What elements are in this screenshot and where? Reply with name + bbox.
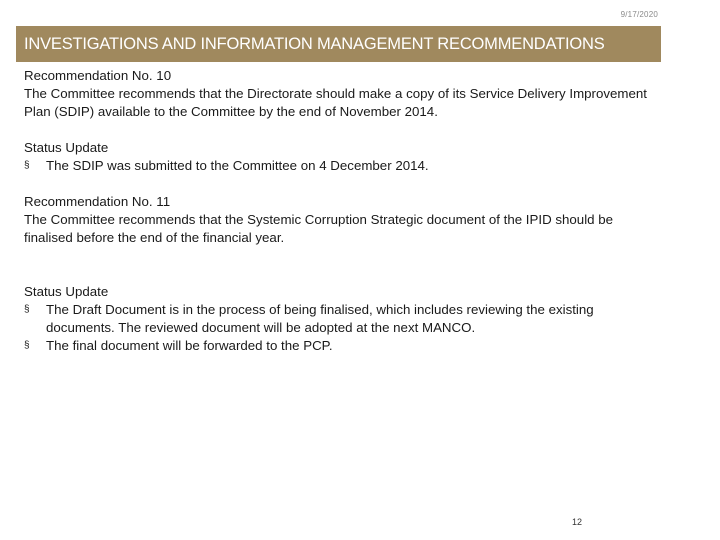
status-update-text: The final document will be forwarded to the PCP. <box>46 338 333 353</box>
status-update-heading: Status Update <box>24 284 109 299</box>
status-update-text: The SDIP was submitted to the Committee on 4 December 2014. <box>46 158 429 173</box>
recommendation-10 <box>24 67 660 175</box>
status-update-item <box>24 157 660 175</box>
status-update-text: The Draft Document is in the process of being finalised, which includes reviewing the existing documents. The reviewed document will be adopted at the next MANCO. <box>46 302 594 335</box>
title-bar <box>16 26 661 62</box>
status-update-item <box>24 301 660 337</box>
recommendation-heading: Recommendation No. 11 <box>24 194 171 209</box>
recommendation-11 <box>24 193 660 355</box>
slide-content <box>24 67 660 355</box>
status-update-item <box>24 337 660 355</box>
recommendation-text: The Committee recommends that the Directorate should make a copy of its Service Delivery Improvement Plan (SDIP) available to the Committee by the end of November 2014. <box>24 86 647 119</box>
page-number: 12 <box>572 517 583 527</box>
slide-title: INVESTIGATIONS AND INFORMATION MANAGEMENT RECOMMENDATIONS <box>24 34 605 53</box>
bullet-icon: § <box>24 304 30 315</box>
recommendation-heading: Recommendation No. 10 <box>24 68 172 83</box>
status-update-list <box>24 157 660 175</box>
bullet-icon: § <box>24 160 30 171</box>
status-update-list <box>24 301 660 355</box>
recommendation-text: The Committee recommends that the Systemic Corruption Strategic document of the IPID should be finalised before the end of the financial year. <box>24 212 614 245</box>
status-update-heading: Status Update <box>24 140 109 155</box>
bullet-icon: § <box>24 340 30 351</box>
slide-date: 9/17/2020 <box>620 10 658 19</box>
